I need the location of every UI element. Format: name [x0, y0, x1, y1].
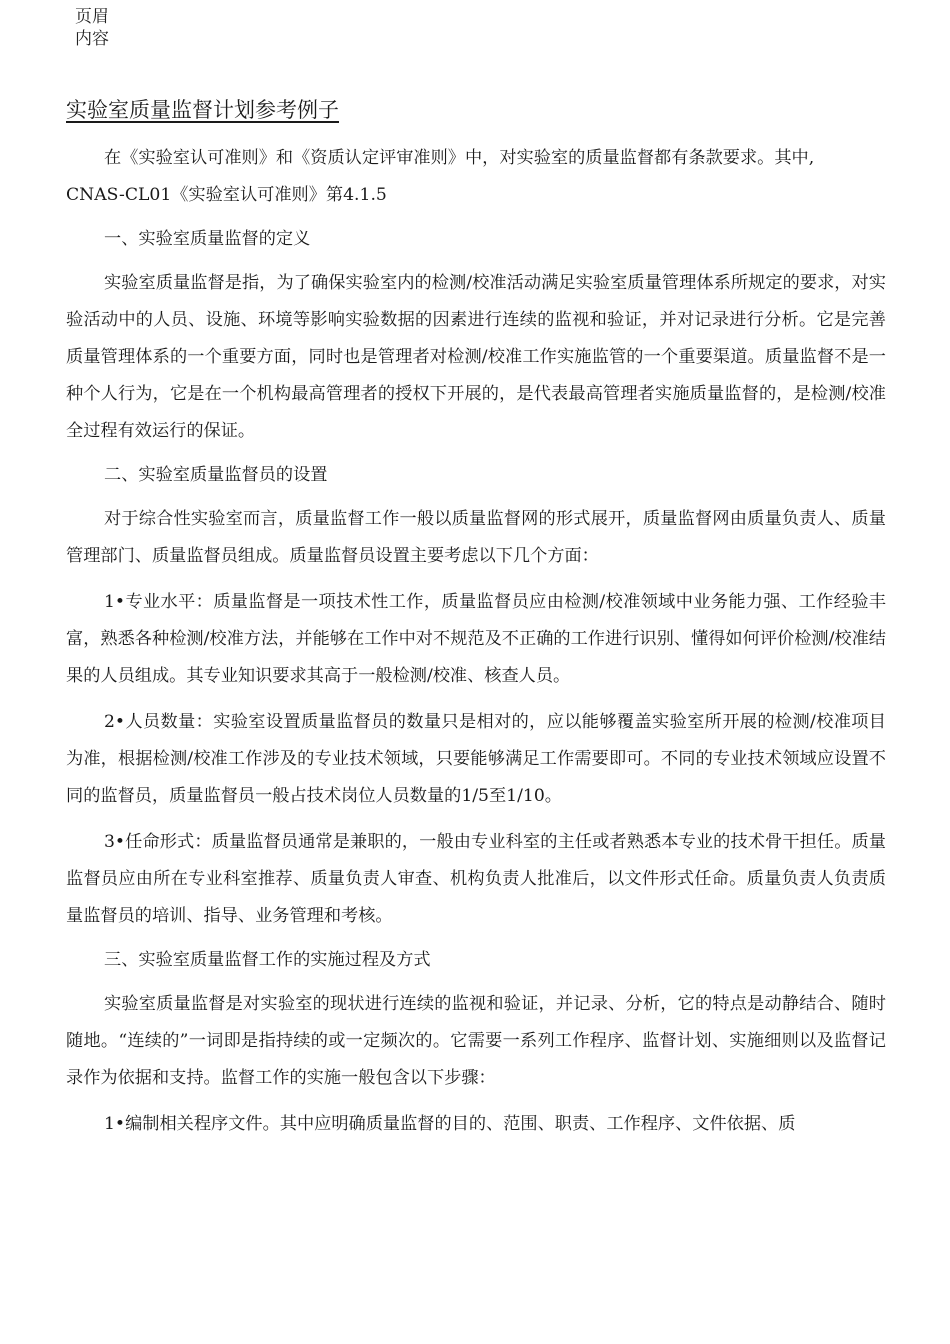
header-line-2: 内容: [75, 29, 109, 49]
item-staff-count: 2•人员数量：实验室设置质量监督员的数量只是相对的，应以能够覆盖实验室所开展的检测/校准项目为准，根据检测/校准工作涉及的专业技术领域，只要能够满足工作需要即可。不同的专业技术领域应设置不同的监督员，质量监督员一般占技术岗位人员数量的1/5至1/10。: [66, 712, 886, 806]
document-title: 实验室质量监督计划参考例子: [66, 98, 339, 122]
header-line-1: 页眉: [75, 7, 109, 27]
reference-line: CNAS-CL01《实验室认可准则》第4.1.5: [66, 185, 387, 205]
document-body: [66, 140, 886, 1143]
section-heading-2: 二、实验室质量监督员的设置: [104, 465, 328, 485]
supervisor-setup-paragraph: 对于综合性实验室而言，质量监督工作一般以质量监督网的形式展开，质量监督网由质量负责人、质量管理部门、质量监督员组成。质量监督员设置主要考虑以下几个方面：: [66, 509, 886, 566]
section-heading-1: 一、实验室质量监督的定义: [104, 229, 311, 249]
step-1-paragraph: 1•编制相关程序文件。其中应明确质量监督的目的、范围、职责、工作程序、文件依据、质: [104, 1114, 796, 1134]
item-appointment-form: 3•任命形式：质量监督员通常是兼职的，一般由专业科室的主任或者熟悉本专业的技术骨干担任。质量监督员应由所在专业科室推荐、质量负责人审查、机构负责人批准后，以文件形式任命。质量负责人负责质量监督员的培训、指导、业务管理和考核。: [66, 832, 886, 926]
intro-paragraph: 在《实验室认可准则》和《资质认定评审准则》中，对实验室的质量监督都有条款要求。其中,: [104, 148, 815, 168]
implementation-paragraph: 实验室质量监督是对实验室的现状进行连续的监视和验证，并记录、分析，它的特点是动静结合、随时随地。“连续的”一词即是指持续的或一定频次的。它需要一系列工作程序、监督计划、实施细则以及监督记录作为依据和支持。监督工作的实施一般包含以下步骤：: [66, 994, 886, 1088]
page-header: [75, 6, 109, 50]
item-professional-level: 1•专业水平：质量监督是一项技术性工作，质量监督员应由检测/校准领域中业务能力强、工作经验丰富，熟悉各种检测/校准方法，并能够在工作中对不规范及不正确的工作进行识别、懂得如何评价检测/校准结果的人员组成。其专业知识要求其高于一般检测/校准、核查人员。: [66, 592, 886, 686]
definition-paragraph: 实验室质量监督是指，为了确保实验室内的检测/校准活动满足实验室质量管理体系所规定的要求，对实验活动中的人员、设施、环境等影响实验数据的因素进行连续的监视和验证，并对记录进行分析。它是完善质量管理体系的一个重要方面，同时也是管理者对检测/校准工作实施监管的一个重要渠道。质量监督不是一种个人行为，它是在一个机构最高管理者的授权下开展的，是代表最高管理者实施质量监督的，是检测/校准全过程有效运行的保证。: [66, 273, 886, 441]
section-heading-3: 三、实验室质量监督工作的实施过程及方式: [104, 950, 431, 970]
